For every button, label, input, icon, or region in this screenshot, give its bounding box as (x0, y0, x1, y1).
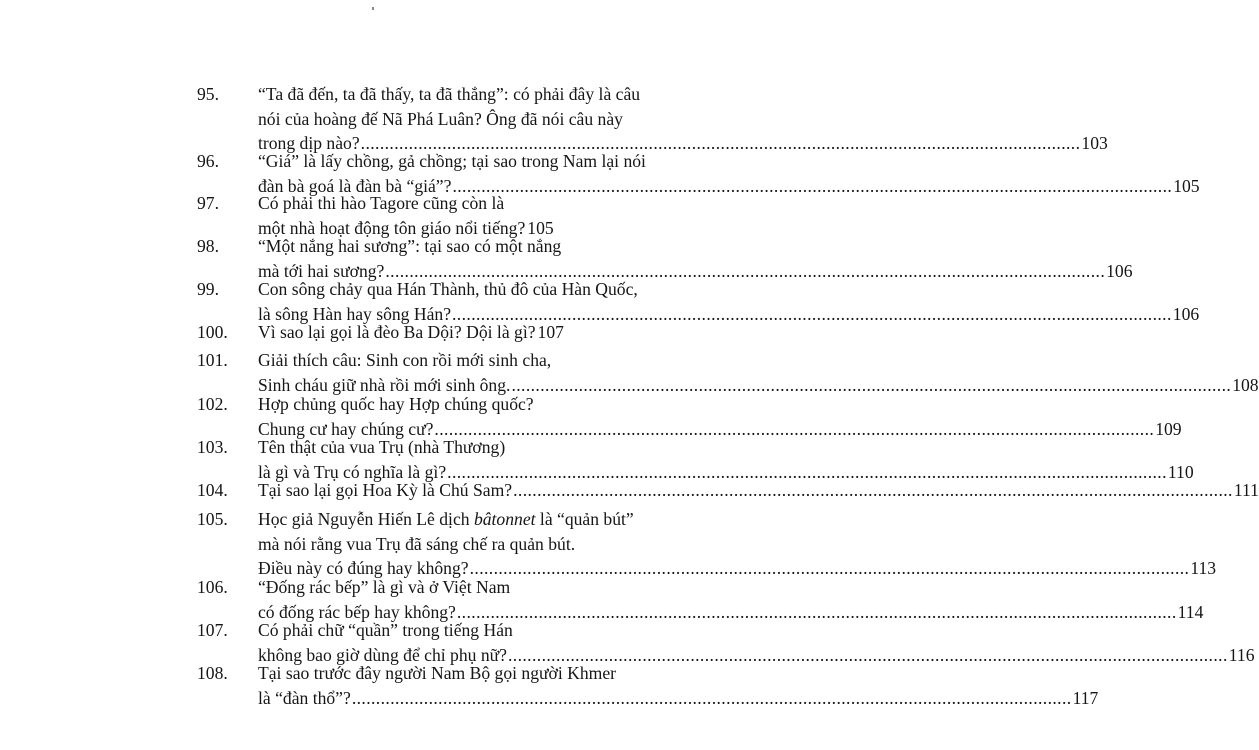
entry-line: Tên thật của vua Trụ (nhà Thương) (258, 437, 506, 457)
page-number: 108 (1232, 374, 1259, 395)
entry-number: 103. (197, 437, 228, 457)
entry-text (258, 507, 1217, 581)
entry-number: 95. (197, 84, 219, 104)
entry-line-part: là “quản bút” (535, 509, 634, 529)
dot-leader: ...................................................................................................................................................... (447, 461, 1167, 482)
entry-line: Chung cư hay chúng cư? (258, 418, 434, 439)
entry-text (258, 348, 1259, 397)
page-number: 114 (1177, 601, 1204, 622)
entry-last-line (258, 686, 1099, 711)
page-number: 106 (1106, 260, 1133, 281)
entry-line: “Một nắng hai sương”: tại sao có một nắng (258, 236, 562, 256)
entry-line: Có phải chữ “quần” trong tiếng Hán (258, 620, 513, 640)
entry-line: “Giá” là lấy chồng, gả chồng; tại sao trong Nam lại nói (258, 151, 646, 171)
dot-leader: ...................................................................................................................................................... (452, 303, 1172, 324)
entry-number: 101. (197, 350, 228, 370)
entry-line: là “đàn thổ”? (258, 687, 351, 708)
entry-line: Con sông chảy qua Hán Thành, thủ đô của Hàn Quốc, (258, 279, 638, 299)
entry-line: trong dịp nào? (258, 133, 360, 153)
page-number: 110 (1167, 461, 1194, 482)
entry-line (258, 507, 634, 532)
entry-text (258, 618, 1255, 667)
entry-line: Vì sao lại gọi là đèo Ba Dội? Dội là gì? (258, 322, 536, 342)
entry-text (258, 392, 1182, 441)
entry-line: là sông Hàn hay sông Hán? (258, 303, 451, 324)
entry-line: Có phải thi hào Tagore cũng còn là (258, 193, 505, 213)
entry-line: có đống rác bếp hay không? (258, 601, 456, 622)
entry-number: 106. (197, 577, 228, 597)
page-number: 109 (1155, 418, 1182, 439)
entry-line: Hợp chủng quốc hay Hợp chúng quốc? (258, 394, 534, 414)
entry-number: 105. (197, 509, 228, 529)
entry-line: “Ta đã đến, ta đã thấy, ta đã thắng”: có phải đây là câu (258, 84, 641, 104)
entry-line: Tại sao lại gọi Hoa Kỳ là Chú Sam? (258, 480, 513, 500)
page-number: 103 (1081, 133, 1108, 153)
dot-leader: ...................................................................................................................................................... (434, 418, 1155, 439)
dot-leader: ...................................................................................................................................................... (351, 687, 1072, 708)
dot-leader: ...................................................................................................................................................... (452, 175, 1173, 196)
entry-line-italic: bâtonnet (473, 509, 536, 529)
dot-leader: ...................................................................................................................................................... (513, 480, 1233, 500)
entry-line-part: Học giả Nguyễn Hiến Lê dịch (258, 509, 474, 529)
entry-line: Tại sao trước đây người Nam Bộ gọi người Khmer (258, 663, 616, 683)
dot-leader: ...................................................................................................................................................... (511, 374, 1232, 395)
entry-line: Giải thích câu: Sinh con rồi mới sinh cha, (258, 350, 552, 370)
dot-leader: ...................................................................................................................................................... (360, 133, 1081, 153)
page-number: 113 (1190, 558, 1217, 578)
entry-line: Điều này có đúng hay không? (258, 558, 469, 578)
page-number: 111 (1233, 480, 1259, 500)
page-number: 105 (527, 217, 554, 238)
entry-text (258, 277, 1200, 326)
entry-text (258, 435, 1194, 484)
page-number: 117 (1072, 687, 1099, 708)
entry-text (258, 82, 1108, 156)
entry-text (258, 320, 564, 345)
entry-text (258, 478, 1259, 503)
entry-line: mà tới hai sương? (258, 260, 385, 281)
entry-number: 99. (197, 279, 219, 299)
page-number: 105 (1173, 175, 1200, 196)
entry-text (258, 661, 1099, 710)
entry-number: 107. (197, 620, 228, 640)
entry-number: 100. (197, 322, 228, 342)
entry-line: không bao giờ dùng để chỉ phụ nữ? (258, 644, 507, 665)
entry-text (258, 234, 1133, 283)
entry-number: 102. (197, 394, 228, 414)
page-number: 107 (537, 322, 564, 342)
entry-last-line (258, 320, 564, 345)
entry-line: Sinh cháu giữ nhà rồi mới sinh ông. (258, 374, 511, 395)
dot-leader: ...................................................................................................................................................... (469, 558, 1190, 578)
entry-number: 96. (197, 151, 219, 171)
page-number: 106 (1172, 303, 1200, 324)
dot-leader: ...................................................................................................................................................... (456, 601, 1177, 622)
dot-leader: ...................................................................................................................................................... (507, 644, 1228, 665)
entry-number: 97. (197, 193, 219, 213)
entry-line: nói của hoàng đế Nã Phá Luân? Ông đã nói câu này (258, 108, 623, 129)
entry-line: mà nói rằng vua Trụ đã sáng chế ra quản bút. (258, 533, 576, 554)
entry-number: 104. (197, 480, 228, 500)
dot-leader: ...................................................................................................................................................... (385, 260, 1106, 281)
entry-number: 108. (197, 663, 228, 683)
entry-number: 98. (197, 236, 219, 256)
entry-text (258, 191, 554, 240)
entry-last-line (258, 478, 1259, 503)
page-number: 116 (1228, 644, 1255, 665)
entry-line: một nhà hoạt động tôn giáo nổi tiếng? (258, 217, 526, 238)
entry-line: đàn bà goá là đàn bà “giá”? (258, 175, 452, 196)
entry-text (258, 575, 1204, 624)
entry-line: “Đống rác bếp” là gì và ở Việt Nam (258, 577, 511, 597)
entry-line: là gì và Trụ có nghĩa là gì? (258, 461, 447, 482)
